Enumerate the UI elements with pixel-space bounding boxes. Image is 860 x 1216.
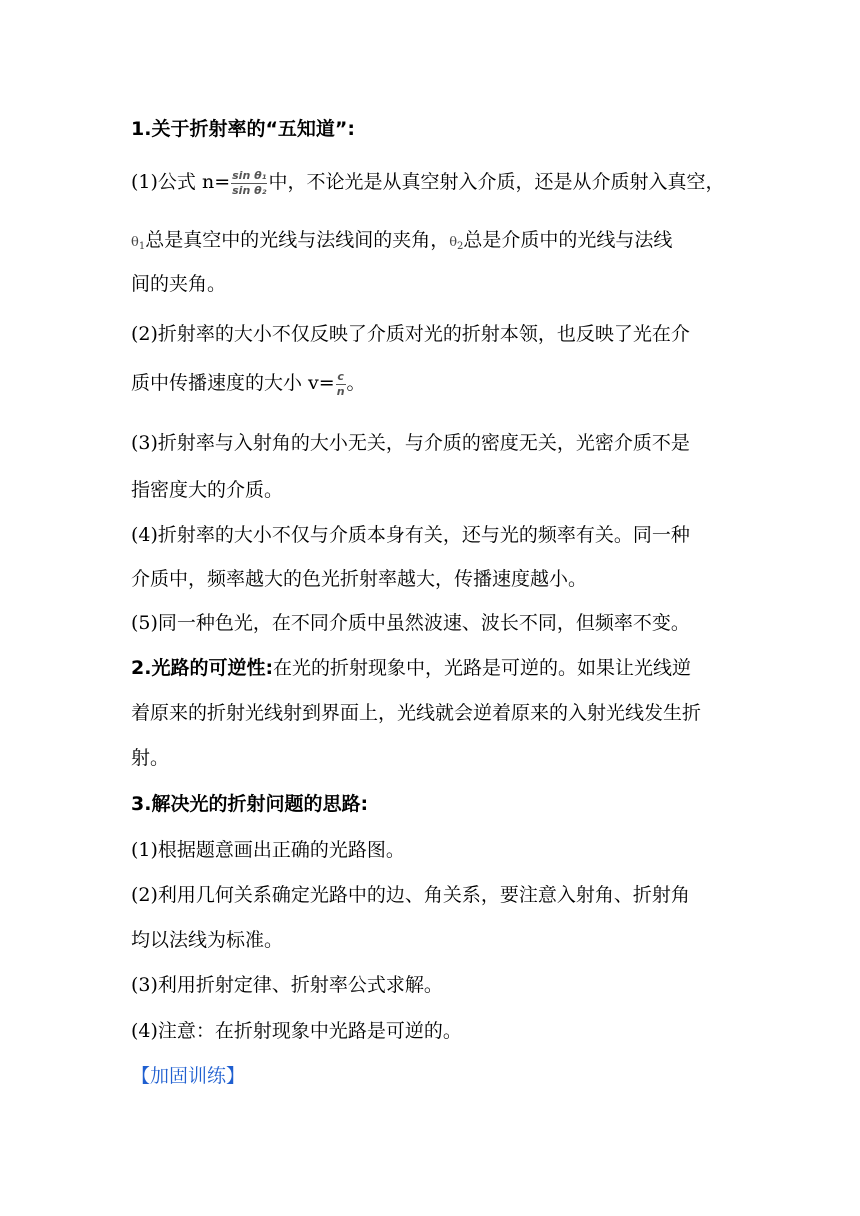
paragraph-line: (3)利用折射定律、折射率公式求解。 [131, 974, 443, 996]
paragraph-line: (4)折射率的大小不仅与介质本身有关，还与光的频率有关。同一种 [131, 524, 690, 546]
reversibility-text: 在光的折射现象中，光路是可逆的。如果让光线逆 [273, 657, 692, 679]
velocity-fraction [336, 371, 346, 398]
theta-symbol-2: θ [449, 235, 458, 250]
heading-five-facts: 1.关于折射率的“五知道”: [131, 118, 356, 140]
paragraph-line: (5)同一种色光，在不同介质中虽然波速、波长不同，但频率不变。 [131, 612, 690, 634]
paragraph-line: 着原来的折射光线射到界面上，光线就会逆着原来的入射光线发生折 [131, 702, 702, 724]
velocity-denominator: n [336, 384, 345, 398]
paragraph-line: (4)注意：在折射现象中光路是可逆的。 [131, 1020, 462, 1042]
practice-label: 【加固训练】 [131, 1065, 246, 1087]
formula-prefix: (1)公式 n= [131, 171, 231, 193]
heading-approach: 3.解决光的折射问题的思路: [131, 793, 369, 815]
paragraph-line: (2)折射率的大小不仅反映了介质对光的折射本领，也反映了光在介 [131, 323, 690, 345]
paragraph-line: 间的夹角。 [131, 273, 227, 295]
theta-symbol-1: θ [131, 235, 139, 250]
paragraph-theta [131, 227, 672, 260]
formula-numerator: sin θ₁ [232, 168, 267, 182]
paragraph-line: 指密度大的介质。 [131, 479, 284, 501]
velocity-suffix: 。 [346, 372, 366, 394]
formula-fraction [231, 170, 267, 197]
paragraph-line: 均以法线为标准。 [131, 929, 284, 951]
theta-text-2: 总是介质中的光线与法线 [463, 229, 673, 251]
formula-suffix: 中，不论光是从真空射入介质，还是从介质射入真空， [268, 171, 725, 193]
velocity-numerator: c [337, 369, 344, 383]
theta-subscript-1: 1 [138, 241, 146, 252]
theta-text-1: 总是真空中的光线与法线间的夹角， [145, 229, 450, 251]
theta-subscript-2: 2 [457, 241, 464, 252]
velocity-prefix: 质中传播速度的大小 v= [131, 372, 335, 394]
paragraph-line: (1)根据题意画出正确的光路图。 [131, 839, 405, 861]
paragraph-line: 射。 [131, 747, 170, 769]
paragraph-formula [131, 169, 725, 197]
paragraph-reversibility [131, 655, 691, 681]
paragraph-line: (3)折射率与入射角的大小无关，与介质的密度无关，光密介质不是 [131, 432, 690, 454]
paragraph-velocity [131, 370, 366, 398]
paragraph-line: (2)利用几何关系确定光路中的边、角关系，要注意入射角、折射角 [131, 884, 690, 906]
heading-reversibility: 2.光路的可逆性: [131, 657, 274, 679]
formula-denominator: sin θ₂ [232, 183, 267, 197]
paragraph-line: 介质中，频率越大的色光折射率越大，传播速度越小。 [131, 568, 588, 590]
